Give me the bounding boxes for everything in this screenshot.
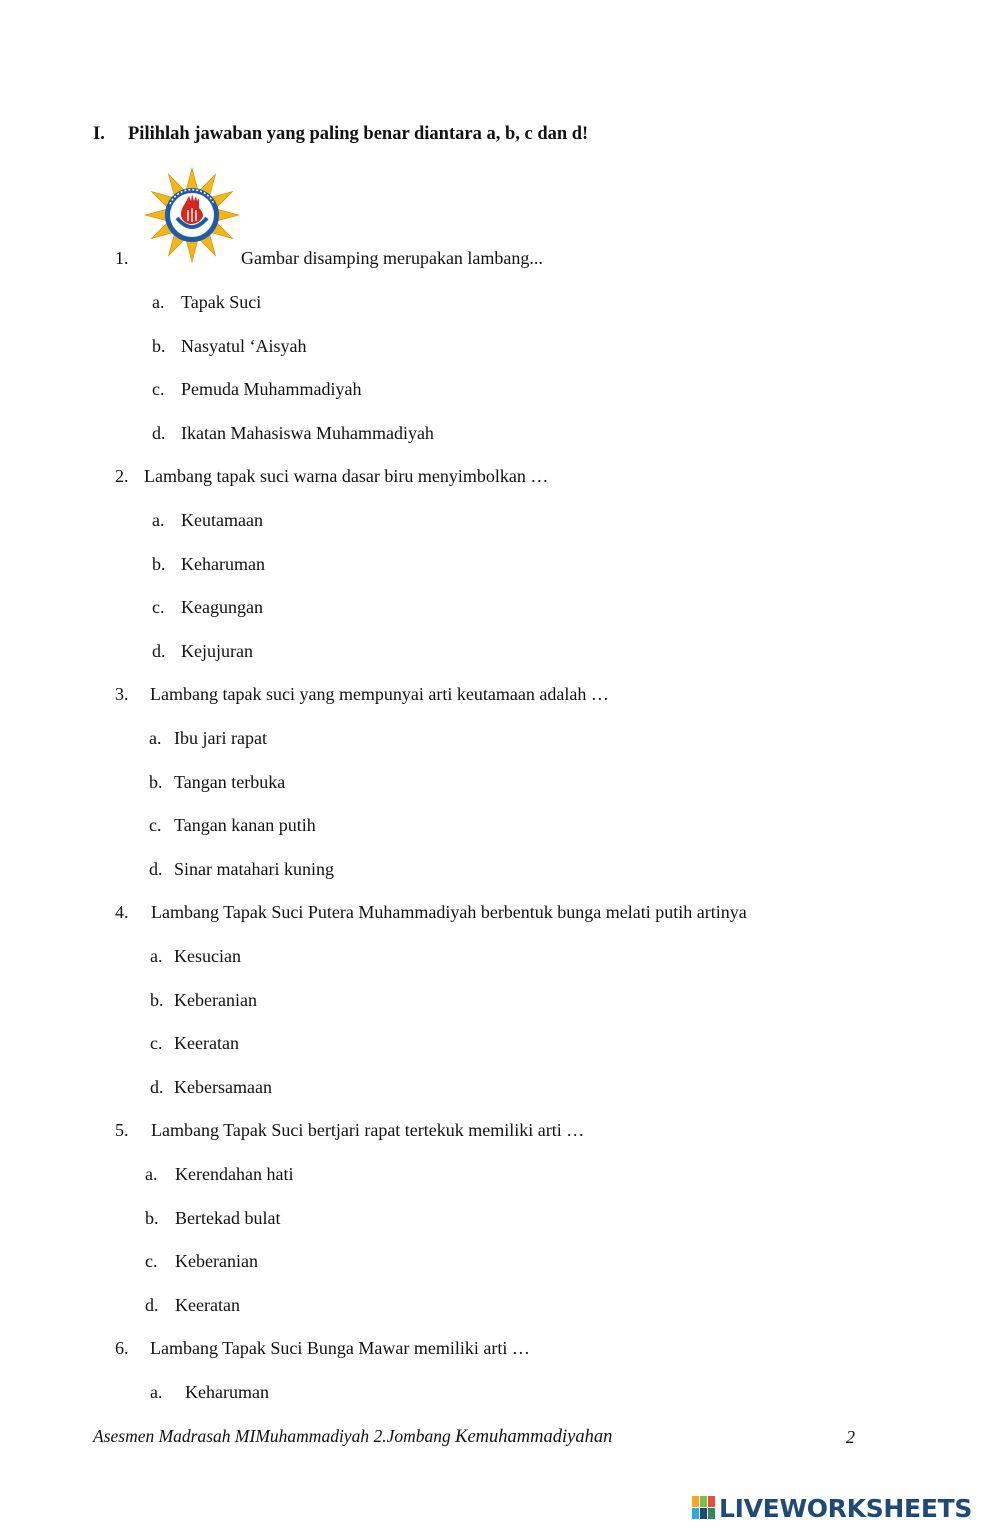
liveworksheets-brand [692,1492,972,1524]
sun-ray [217,209,239,220]
footer-school: Asesmen Madrasah MIMuhammadiyah 2.Jombang [93,1426,451,1446]
question-text: Lambang Tapak Suci bertjari rapat tertekuk memiliki arti … [151,1120,585,1140]
option-letter: b. [152,554,166,574]
question-text: Lambang tapak suci warna dasar biru menyimbolkan … [144,466,549,486]
option-letter: c. [145,1251,158,1271]
option-letter: a. [145,1164,158,1184]
liveworksheets-logo-icon [692,1496,716,1520]
sun-ray [145,209,167,220]
option-text: Nasyatul ‘Aisyah [181,336,307,356]
option-text: Tapak Suci [181,292,262,312]
question-number: 6. [115,1338,129,1358]
option-text: Ikatan Mahasiswa Muhammadiyah [181,423,434,443]
option-text: Keeratan [175,1295,240,1315]
option-text: Keeratan [174,1033,239,1053]
option-text: Keharuman [181,554,265,574]
option-letter: d. [149,859,163,879]
question-text: Lambang Tapak Suci Putera Muhammadiyah berbentuk bunga melati putih artinya [151,902,747,922]
option-text: Kesucian [174,946,241,966]
option-text: Keutamaan [181,510,263,530]
option-text: Sinar matahari kuning [174,859,334,879]
question-text: Lambang tapak suci yang mempunyai arti keutamaan adalah … [150,684,609,704]
section-heading [93,125,588,144]
question-number: 4. [115,902,129,922]
option-letter: b. [145,1208,159,1228]
option-text: Kebersamaan [174,1077,272,1097]
section-instruction: Pilihlah jawaban yang paling benar diantara a, b, c dan d! [128,124,589,144]
option-text: Pemuda Muhammadiyah [181,379,362,399]
option-letter: d. [152,641,166,661]
question-number: 1. [115,248,129,268]
footer-subject: Kemuhammadiyahan [455,1427,613,1447]
option-letter: a. [152,510,165,530]
question-number: 2. [115,466,129,486]
option-text: Keberanian [174,990,257,1010]
sun-ray [186,240,197,262]
option-text: Bertekad bulat [175,1208,281,1228]
option-text: Kejujuran [181,641,253,661]
option-text: Tangan kanan putih [174,815,316,835]
option-letter: b. [152,336,166,356]
option-letter: c. [150,1033,163,1053]
option-letter: b. [150,990,164,1010]
page-number: 2 [846,1427,855,1447]
question-number: 5. [115,1120,129,1140]
tapak-suci-logo-icon [141,166,243,264]
option-letter: b. [149,772,163,792]
footer-text [93,1428,612,1447]
option-letter: a. [149,728,162,748]
question-text: Gambar disamping merupakan lambang... [241,248,543,268]
option-text: Ibu jari rapat [174,728,267,748]
option-text: Kerendahan hati [175,1164,294,1184]
option-letter: a. [150,946,163,966]
section-roman-numeral: I. [93,124,105,144]
liveworksheets-wordmark: LIVEWORKSHEETS [719,1493,973,1523]
option-text: Keberanian [175,1251,258,1271]
option-letter: c. [152,379,165,399]
option-text: Tangan terbuka [174,772,286,792]
option-text: Keagungan [181,597,263,617]
option-letter: a. [150,1382,163,1402]
option-text: Keharuman [185,1382,269,1402]
question-text: Lambang Tapak Suci Bunga Mawar memiliki arti … [150,1338,530,1358]
option-letter: a. [152,292,165,312]
question-number: 3. [115,684,129,704]
option-letter: c. [149,815,162,835]
option-letter: d. [150,1077,164,1097]
sun-ray [186,168,197,190]
option-letter: d. [145,1295,159,1315]
option-letter: d. [152,423,166,443]
option-letter: c. [152,597,165,617]
